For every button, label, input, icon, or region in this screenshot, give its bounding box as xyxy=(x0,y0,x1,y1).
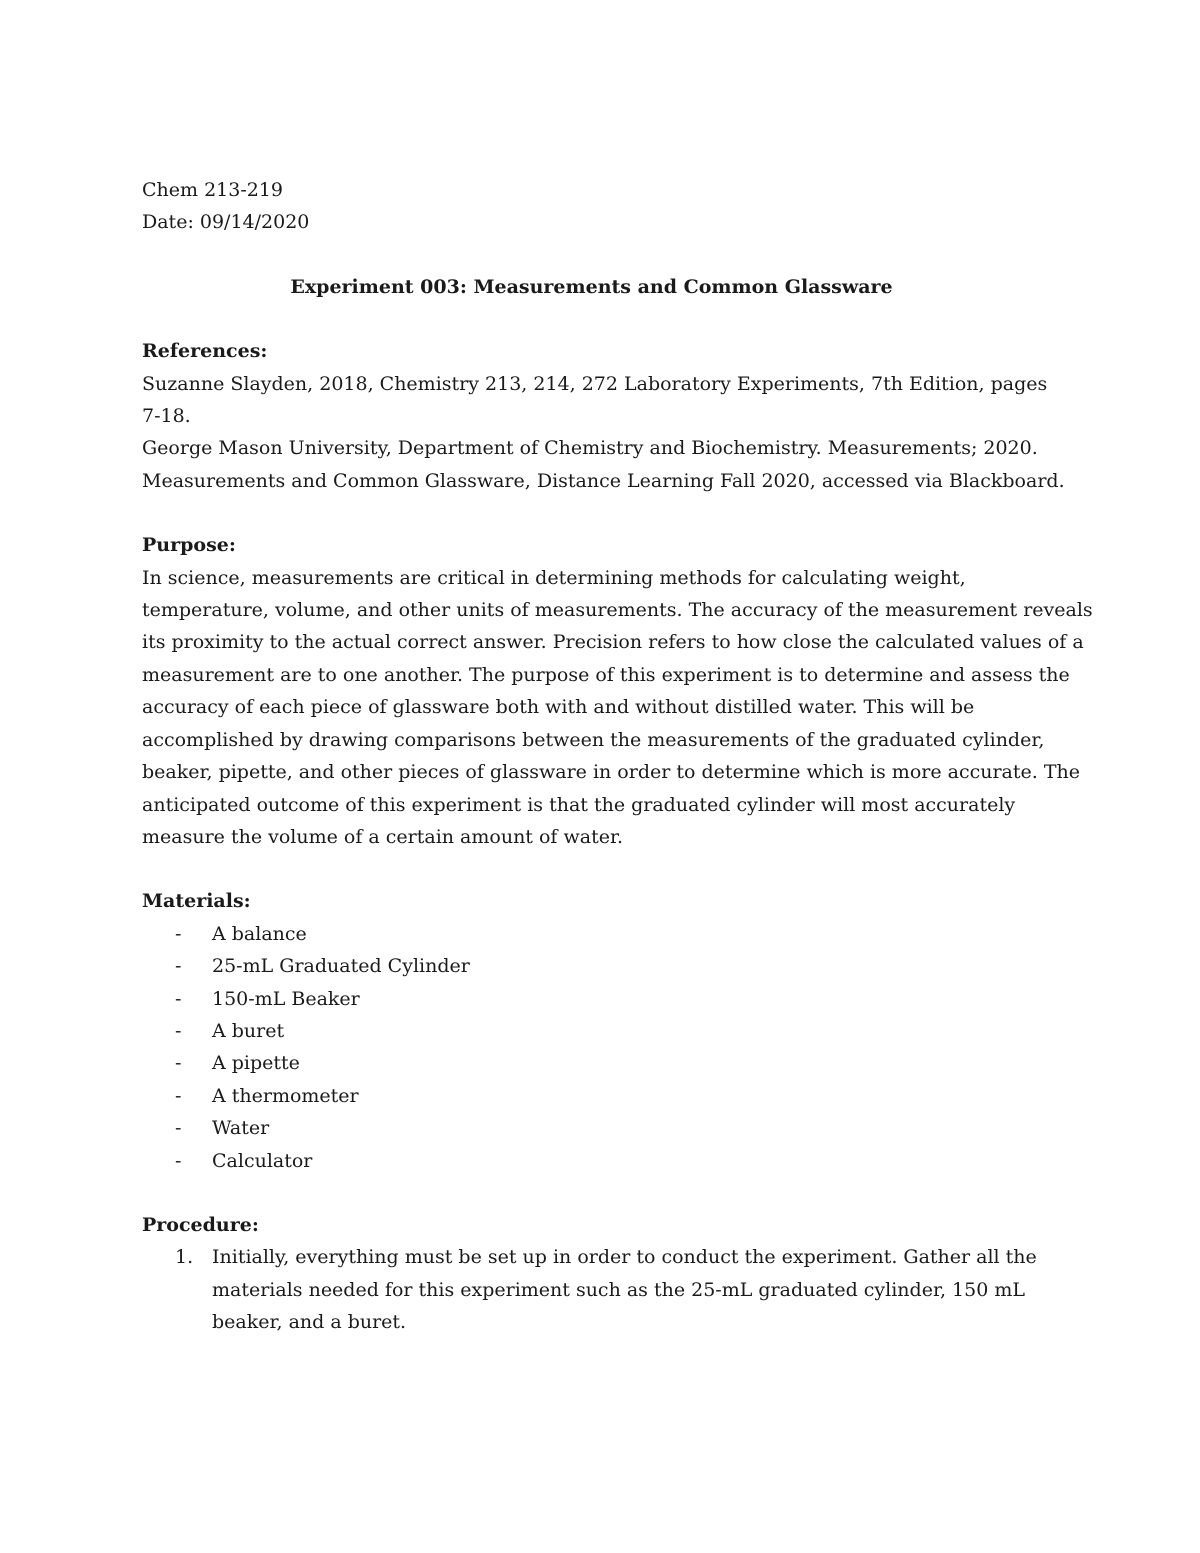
procedure-heading: Procedure: xyxy=(142,1213,259,1236)
purpose-line: its proximity to the actual correct answer. Precision refers to how close the calculated values of a xyxy=(142,631,1084,654)
materials-heading: Materials: xyxy=(142,890,251,913)
purpose-line: temperature, volume, and other units of measurements. The accuracy of the measurement reveals xyxy=(142,599,1093,622)
step-line: materials needed for this experiment such as the 25-mL graduated cylinder, 150 mL xyxy=(212,1278,1025,1301)
document-title: Experiment 003: Measurements and Common Glassware xyxy=(290,275,893,298)
purpose-heading: Purpose: xyxy=(142,534,236,557)
procedure-step xyxy=(142,1241,1057,1338)
list-dash: - xyxy=(175,1117,182,1140)
step-line: beaker, and a buret. xyxy=(212,1311,407,1334)
purpose-line: measurement are to one another. The purpose of this experiment is to determine and assess the xyxy=(142,663,1070,686)
list-item: - Water xyxy=(142,1112,1057,1144)
course-label: Chem 213-219 xyxy=(142,179,284,201)
purpose-line: measure the volume of a certain amount of water. xyxy=(142,825,623,848)
list-dash: - xyxy=(175,1019,182,1042)
list-dash: - xyxy=(175,1084,182,1107)
materials-list xyxy=(142,918,1057,1177)
references-heading: References: xyxy=(142,340,268,363)
list-dash: - xyxy=(175,987,182,1010)
reference-line: George Mason University, Department of Chemistry and Biochemistry. Measurements; 2020. xyxy=(142,437,1038,460)
purpose-line: accomplished by drawing comparisons between the measurements of the graduated cylinder, xyxy=(142,728,1045,751)
date-label: Date: 09/14/2020 xyxy=(142,211,310,234)
list-dash: - xyxy=(175,1149,182,1172)
purpose-line: In science, measurements are critical in determining methods for calculating weight, xyxy=(142,566,966,589)
list-dash: - xyxy=(175,955,182,978)
list-dash: - xyxy=(175,1052,182,1075)
list-item: - 150-mL Beaker xyxy=(142,983,1057,1015)
list-item: - A pipette xyxy=(142,1047,1057,1079)
procedure-list xyxy=(142,1241,1057,1338)
list-item: - A buret xyxy=(142,1015,1057,1047)
purpose-line: anticipated outcome of this experiment is that the graduated cylinder will most accurately xyxy=(142,793,1016,816)
list-item: - Calculator xyxy=(142,1145,1057,1177)
step-line: Initially, everything must be set up in order to conduct the experiment. Gather all the xyxy=(212,1246,1037,1269)
list-item: - A thermometer xyxy=(142,1080,1057,1112)
list-item: - A balance xyxy=(142,918,1057,950)
list-item: - 25-mL Graduated Cylinder xyxy=(142,950,1057,982)
step-number: 1. xyxy=(175,1246,194,1269)
reference-line: 7-18. xyxy=(142,405,191,428)
document-page xyxy=(142,174,1093,1339)
reference-line: Suzanne Slayden, 2018, Chemistry 213, 214, 272 Laboratory Experiments, 7th Edition, pages xyxy=(142,372,1048,395)
reference-line: Measurements and Common Glassware, Distance Learning Fall 2020, accessed via Blackboard. xyxy=(142,469,1065,492)
purpose-line: accuracy of each piece of glassware both with and without distilled water. This will be xyxy=(142,696,975,719)
list-dash: - xyxy=(175,922,182,945)
purpose-line: beaker, pipette, and other pieces of glassware in order to determine which is more accurate. The xyxy=(142,761,1080,784)
